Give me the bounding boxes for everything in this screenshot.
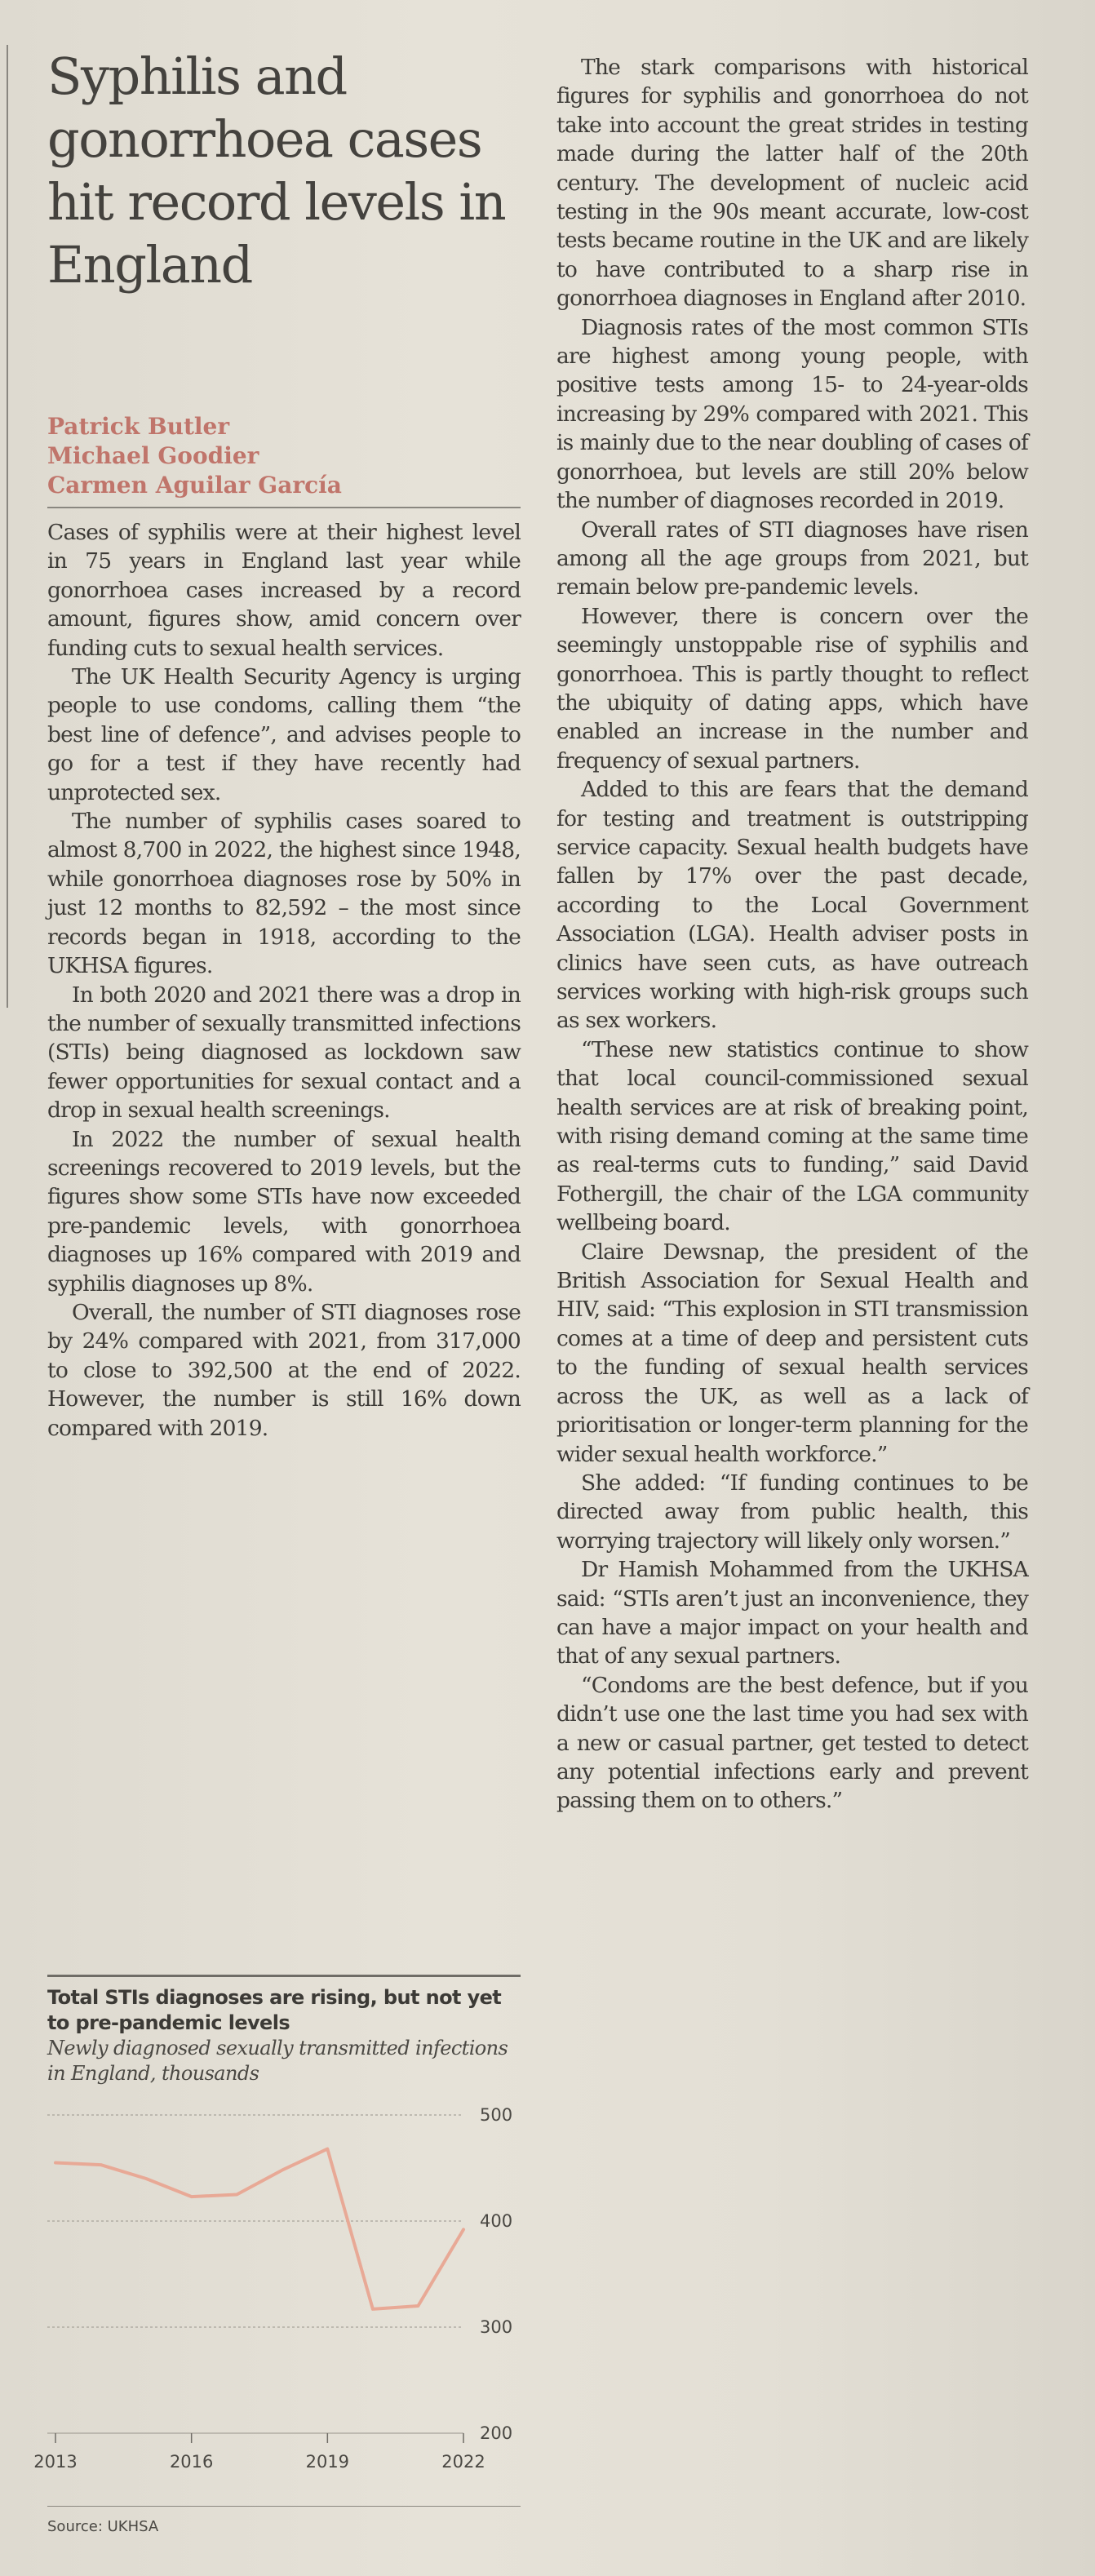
- paragraph: However, there is concern over the seemingly unstoppable rise of syphilis and gonorrhoea. This is partly thought to reflect the ubiquity of dating apps, which have enabled an increase in the number and frequency of sexual partners.: [556, 603, 1028, 774]
- byline: Michael Goodier: [47, 442, 259, 469]
- y-tick-label: 400: [480, 2211, 513, 2231]
- y-tick-label: 500: [480, 2105, 513, 2125]
- chart-subtitle: Newly diagnosed sexually transmitted infections in England, thousands: [47, 2037, 508, 2085]
- paragraph: “Condoms are the best defence, but if you didn’t use one the last time you had sex with a new or casual partner, get tested to detect any potential infections early and prevent passing them on to others.”: [556, 1672, 1028, 1814]
- x-tick-label: 2019: [305, 2452, 350, 2472]
- paragraph: “These new statistics continue to show that local council-commissioned sexual health services are at risk of breaking point, with rising demand coming at the same time as real-terms cuts to funding,” said David Fothergill, the chair of the LGA community wellbeing board.: [556, 1036, 1028, 1236]
- byline: Carmen Aguilar García: [47, 472, 342, 499]
- paragraph: In both 2020 and 2021 there was a drop in the number of sexually transmitted infections (STIs) being diagnosed as lockdown saw fewer opportunities for sexual contact and a drop in sexual health screenings.: [47, 982, 521, 1124]
- paragraph: Dr Hamish Mohammed from the UKHSA said: “STIs aren’t just an inconvenience, they can have a major impact on your health and that of any sexual partners.: [556, 1557, 1028, 1669]
- byline: Patrick Butler: [47, 413, 230, 440]
- paragraph: The stark comparisons with historical figures for syphilis and gonorrhoea do not take into account the great strides in testing made during the latter half of the 20th century. The development of nucleic acid testing in the 90s meant accurate, low-cost tests became routine in the UK and are likely to have contributed to a sharp rise in gonorrhoea diagnoses in England after 2010.: [556, 55, 1028, 312]
- chart-bottom-rule: [47, 2506, 521, 2507]
- paragraph: Diagnosis rates of the most common STIs are highest among young people, with positive tests among 15- to 24-year-olds increasing by 29% compared with 2021. This is mainly due to the near doubling of cases of gonorrhoea, but levels are still 20% below the number of diagnoses recorded in 2019.: [556, 314, 1028, 514]
- series-line: [55, 2149, 463, 2309]
- paragraph: Claire Dewsnap, the president of the British Association for Sexual Health and HIV, said: “This explosion in STI transmission comes at a time of deep and persistent cuts to the funding of sexual health services across the UK, as well as a lack of prioritisation or longer-term planning for the wider sexual health workforce.”: [556, 1239, 1028, 1467]
- bylines: [47, 412, 521, 500]
- column-rule: [7, 45, 8, 1008]
- byline-divider: [47, 507, 521, 508]
- headline: Syphilis and gonorrhoea cases hit record levels in England: [47, 47, 506, 295]
- paragraph: The UK Health Security Agency is urging people to use condoms, calling them “the best line of defence”, and advises people to go for a test if they have recently had unprotected sex.: [47, 664, 521, 805]
- paragraph: The number of syphilis cases soared to almost 8,700 in 2022, the highest since 1948, while gonorrhoea diagnoses rose by 50% in just 12 months to 82,592 – the most since records began in 1918, according to the UKHSA figures.: [47, 809, 521, 979]
- x-tick-label: 2016: [169, 2452, 214, 2472]
- y-tick-label: 200: [480, 2423, 513, 2443]
- chart-source: Source: UKHSA: [47, 2518, 159, 2535]
- y-tick-label: 300: [480, 2317, 513, 2337]
- paragraph: Overall rates of STI diagnoses have risen among all the age groups from 2021, but remain below pre-pandemic levels.: [556, 517, 1028, 601]
- paragraph: Added to this are fears that the demand for testing and treatment is outstripping service capacity. Sexual health budgets have fallen by 17% over the past decade, according to the Local Government Association (LGA). Health adviser posts in clinics have seen cuts, as have outreach services working with high-risk groups such as sex workers.: [556, 777, 1028, 1034]
- paragraph: Overall, the number of STI diagnoses rose by 24% compared with 2021, from 317,000 to close to 392,500 at the end of 2022. However, the number is still 16% down compared with 2019.: [47, 1299, 521, 1441]
- paragraph: She added: “If funding continues to be directed away from public health, this worrying trajectory will likely only worsen.”: [556, 1470, 1028, 1554]
- paragraph: Cases of syphilis were at their highest level in 75 years in England last year while gonorrhoea cases increased by a record amount, figures show, amid concern over funding cuts to sexual health services.: [47, 520, 521, 661]
- chart-title: Total STIs diagnoses are rising, but not yet to pre-pandemic levels: [47, 1986, 502, 2034]
- x-tick-label: 2022: [441, 2452, 485, 2472]
- paragraph: In 2022 the number of sexual health screenings recovered to 2019 levels, but the figures show some STIs have now exceeded pre-pandemic levels, with gonorrhoea diagnoses up 16% compared with 2019 and syphilis diagnoses up 8%.: [47, 1126, 521, 1297]
- line-chart: [33, 2095, 521, 2503]
- right-column: [556, 53, 1028, 1816]
- sti-chart: [33, 1975, 521, 2535]
- left-column: [47, 45, 521, 1443]
- chart-top-rule: [47, 1975, 521, 1977]
- x-tick-label: 2013: [33, 2452, 78, 2472]
